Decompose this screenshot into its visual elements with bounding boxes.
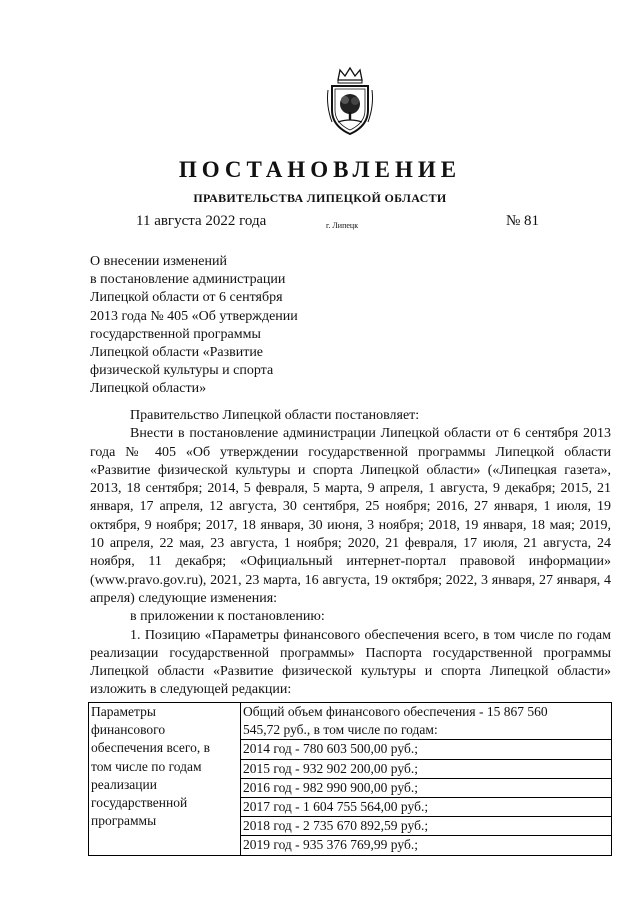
heading-line: Липецкой области» <box>90 381 207 397</box>
cell-line: 2017 год - 1 604 755 564,00 руб.; <box>241 798 611 817</box>
table-cell-amounts <box>241 703 612 856</box>
coat-of-arms-icon <box>324 66 376 138</box>
cell-line: 2016 год - 982 990 900,00 руб.; <box>241 779 611 798</box>
document-title: ПОСТАНОВЛЕНИЕ <box>178 157 462 182</box>
heading-line: в постановление администрации <box>90 272 286 288</box>
body-paragraph: Правительство Липецкой области постановляет: <box>130 408 420 423</box>
cell-line: 545,72 руб., в том числе по годам: <box>241 721 611 740</box>
table-cell-parameter <box>89 703 241 856</box>
heading-line: Липецкой области от 6 сентября <box>90 290 283 306</box>
cell-line: 2019 год - 935 376 769,99 руб.; <box>243 837 418 853</box>
cell-line: государственной <box>91 795 188 811</box>
issuer-name: ПРАВИТЕЛЬСТВА ЛИПЕЦКОЙ ОБЛАСТИ <box>193 191 447 205</box>
heading-line: 2013 года № 405 «Об утверждении <box>90 308 298 324</box>
document-place: г. Липецк <box>326 221 359 230</box>
cell-line: 2018 год - 2 735 670 892,59 руб.; <box>241 817 611 836</box>
cell-line: 2015 год - 932 902 200,00 руб.; <box>241 760 611 779</box>
cell-line: 2014 год - 780 603 500,00 руб.; <box>241 740 611 759</box>
document-number: № 81 <box>506 213 540 229</box>
table-row <box>89 703 612 856</box>
resolution-heading <box>90 253 330 399</box>
heading-line: физической культуры и спорта <box>90 363 274 379</box>
cell-line: обеспечения всего, в <box>91 740 210 756</box>
cell-line: реализации <box>91 776 157 792</box>
cell-line: финансового <box>91 722 166 738</box>
document-date: 11 августа 2022 года <box>136 213 267 229</box>
heading-line: Липецкой области «Развитие <box>90 345 264 361</box>
body-paragraph: 1. Позицию «Параметры финансового обеспечения всего, в том числе по годам реализации государственной программы» Паспорта государственной программы Липецкой области «Развитие физической культуры и спорта Липецкой области» изложить в следующей редакции: <box>90 627 611 698</box>
heading-line: государственной программы <box>90 326 261 342</box>
heading-line: О внесении изменений <box>90 254 227 269</box>
body-paragraph: Внести в постановление администрации Липецкой области от 6 сентября 2013 года № 405 «Об утверждении государственной программы Липецкой области «Развитие физической культуры и спорта Липецкой области» («Липецкая газета», 2013, 18 сентября; 2014, 5 февраля, 5 марта, 9 апреля, 1 августа, 9 декабря; 2015, 21 января, 17 апреля, 12 августа, 30 сентября, 25 ноября; 2016, 27 января, 1 июля, 19 октября, 9 ноября; 2017, 18 января, 30 июня, 3 ноября; 2018, 19 января, 18 мая; 2019, 10 апреля, 22 мая, 23 августа, 1 ноября; 2020, 21 февраля, 17 июля, 21 августа, 24 ноября, 11 декабря; «Официальный интернет-портал правовой информации» (www.pravo.gov.ru), 2021, 23 марта, 16 августа, 19 октября; 2022, 3 января, 27 января, 4 апреля) следующие изменения: <box>90 426 611 606</box>
body-paragraph: в приложении к постановлению: <box>130 609 325 625</box>
resolution-body <box>90 407 611 700</box>
cell-line: Параметры <box>91 704 156 719</box>
cell-line: программы <box>91 813 157 829</box>
cell-line: том числе по годам <box>91 758 202 774</box>
cell-line: Общий объем финансового обеспечения - 15 867 560 <box>243 704 548 719</box>
financing-table <box>88 702 612 856</box>
